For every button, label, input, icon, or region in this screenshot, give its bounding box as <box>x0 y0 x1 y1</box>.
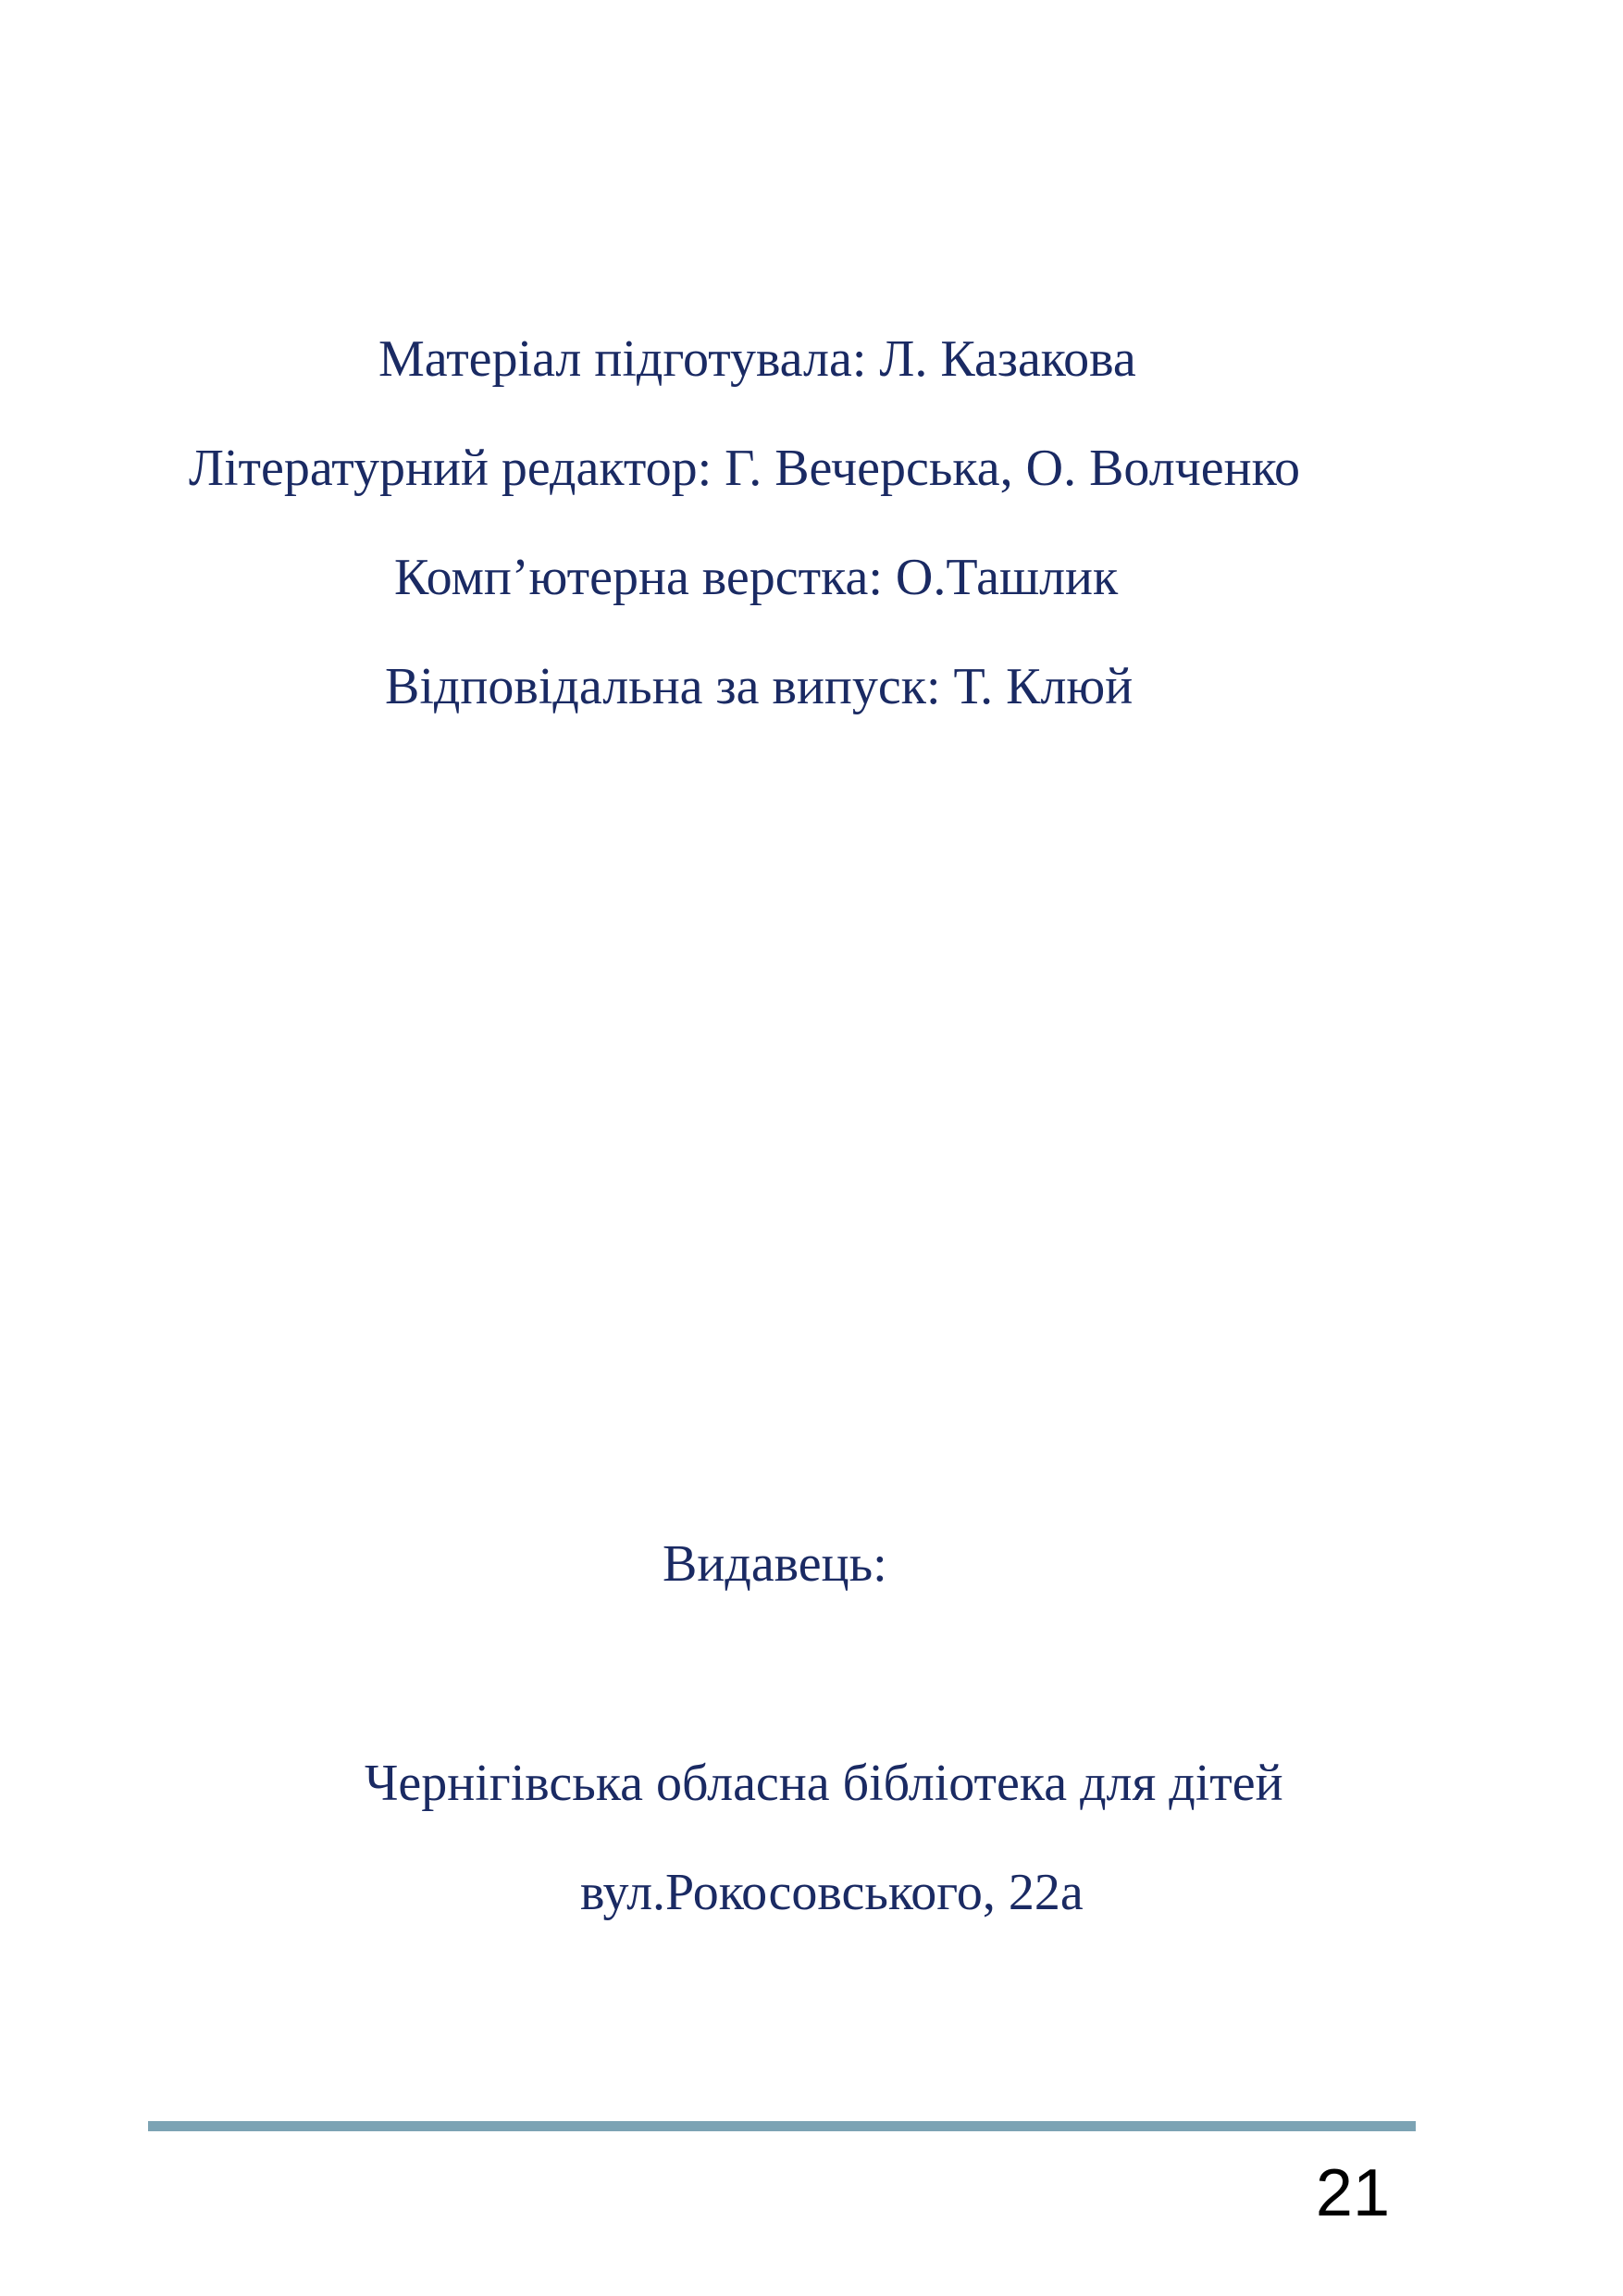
publisher-address: вул.Рокосовського, 22а <box>580 1864 1084 1921</box>
credit-layout: Комп’ютерна верстка: О.Ташлик <box>394 549 1119 606</box>
footer-rule <box>148 2121 1416 2131</box>
credit-material-prepared: Матеріал підготувала: Л. Казакова <box>378 330 1136 388</box>
publisher-label: Видавець: <box>663 1535 887 1593</box>
credit-literary-editor: Літературний редактор: Г. Вечерська, О. Волченко <box>189 440 1300 497</box>
credit-responsible: Відповідальна за випуск: Т. Клюй <box>385 658 1134 715</box>
publisher-name: Чернігівська обласна бібліотека для дітей <box>365 1755 1283 1812</box>
page-number: 21 <box>1315 2156 1390 2230</box>
